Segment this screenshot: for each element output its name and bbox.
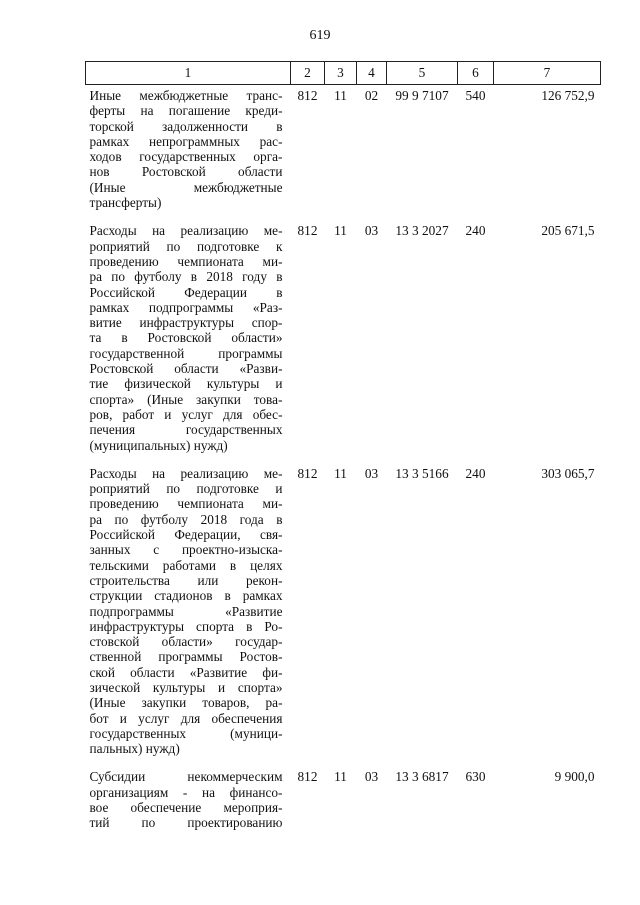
cell-section: 11: [334, 88, 347, 103]
header-col-4: 4: [357, 62, 387, 85]
cell-subsection: 02: [364, 88, 379, 103]
cell-target-article: 13 3 6817: [395, 769, 449, 785]
description-line: организациям - на финансо-: [89, 784, 283, 800]
cell-ministry-code: 812: [297, 223, 318, 239]
cell-amount: 9 900,0: [554, 769, 595, 785]
description-line: ферты на погашение креди-: [89, 103, 283, 119]
description-line: ра по футболу 2018 года в: [89, 511, 283, 527]
description-line: рамках непрограммных рас-: [89, 133, 283, 149]
row-description: [86, 220, 291, 462]
description-line: (муниципальных) нужд): [89, 437, 228, 453]
cell-subsection: 03: [364, 223, 379, 239]
table-row: [86, 766, 601, 840]
cell-amount: 126 752,9: [541, 88, 595, 103]
description-line: ственной программы Ростов-: [89, 649, 283, 665]
cell-section: 11: [334, 465, 347, 481]
cell-amount: 205 671,5: [541, 223, 595, 239]
description-line: проведению чемпионата ми-: [89, 496, 283, 512]
description-line: зической культуры и спорта»: [89, 679, 283, 695]
description-line: государственных (муници-: [89, 725, 283, 741]
description-line: (Иные межбюджетные: [89, 179, 283, 195]
description-line: роприятий по подготовке к: [89, 238, 283, 254]
page-number: 619: [309, 28, 331, 43]
cell-section: 11: [334, 769, 347, 785]
description-line: пальных) нужд): [89, 741, 180, 757]
cell-expense-type: 240: [465, 223, 486, 239]
cell-expense-type: 630: [465, 769, 486, 785]
description-line: вое обеспечение мероприя-: [89, 800, 283, 816]
description-line: ской области «Развитие фи-: [89, 664, 283, 680]
description-line: тельскими работами в целях: [89, 557, 283, 573]
description-line: торской задолженности в: [89, 118, 283, 134]
budget-table: [85, 61, 601, 841]
cell-ministry-code: 812: [297, 769, 318, 785]
description-line: тий по проектированию: [89, 815, 283, 831]
description-line: строительства или рекон-: [89, 572, 283, 588]
table-body: [86, 85, 601, 841]
description-line: государственной программы: [89, 345, 283, 361]
description-line: та в Ростовской области»: [89, 330, 283, 346]
description-line: Расходы на реализацию ме-: [89, 465, 283, 481]
cell-amount: 303 065,7: [541, 465, 595, 481]
description-line: (Иные закупки товаров, ра-: [89, 695, 283, 711]
description-line: рамках подпрограммы «Раз-: [89, 299, 283, 315]
row-description: [86, 766, 291, 840]
cell-ministry-code: 812: [297, 88, 318, 103]
description-line: струкции стадионов в рамках: [89, 588, 283, 604]
description-line: Ростовской области «Разви-: [89, 361, 283, 377]
description-line: занных с проектно-изыска-: [89, 542, 283, 558]
description-line: Российской Федерации в: [89, 284, 283, 300]
description-line: роприятий по подготовке и: [89, 481, 283, 497]
description-line: витие инфраструктуры спор-: [89, 315, 283, 331]
table-row: [86, 220, 601, 462]
description-line: Российской Федерации, свя-: [89, 527, 283, 543]
description-line: Субсидии некоммерческим: [89, 769, 283, 785]
cell-ministry-code: 812: [297, 465, 318, 481]
table-row: [86, 85, 601, 221]
header-col-1: 1: [86, 62, 291, 85]
description-line: ходов государственных орга-: [89, 149, 283, 165]
row-description: [86, 463, 291, 767]
cell-subsection: 03: [364, 465, 379, 481]
description-line: Иные межбюджетные транс-: [89, 88, 283, 103]
description-line: подпрограммы «Развитие: [89, 603, 283, 619]
cell-expense-type: 540: [465, 88, 486, 103]
budget-table-container: [85, 61, 600, 841]
header-col-2: 2: [291, 62, 325, 85]
table-row: [86, 463, 601, 767]
description-line: печения государственных: [89, 422, 283, 438]
description-line: инфраструктуры спорта в Ро-: [89, 618, 283, 634]
cell-target-article: 13 3 2027: [395, 223, 449, 239]
cell-section: 11: [334, 223, 347, 239]
header-row: [86, 62, 601, 85]
header-col-3: 3: [325, 62, 357, 85]
description-line: Расходы на реализацию ме-: [89, 223, 283, 239]
cell-subsection: 03: [364, 769, 379, 785]
description-line: ра по футболу в 2018 году в: [89, 269, 283, 285]
cell-target-article: 13 3 5166: [395, 465, 449, 481]
cell-target-article: 99 9 7107: [395, 88, 449, 103]
description-line: спорта» (Иные закупки това-: [89, 391, 283, 407]
description-line: проведению чемпионата ми-: [89, 253, 283, 269]
description-line: бот и услуг для обеспечения: [89, 710, 283, 726]
description-line: нов Ростовской области: [89, 164, 283, 180]
description-line: тие физической культуры и: [89, 376, 283, 392]
header-col-5: 5: [387, 62, 458, 85]
header-col-7: 7: [494, 62, 601, 85]
cell-expense-type: 240: [465, 465, 486, 481]
description-line: ров, работ и услуг для обес-: [89, 406, 283, 422]
row-description: [86, 85, 291, 221]
header-col-6: 6: [458, 62, 494, 85]
description-line: стовской области» государ-: [89, 634, 283, 650]
description-line: трансферты): [89, 195, 162, 211]
